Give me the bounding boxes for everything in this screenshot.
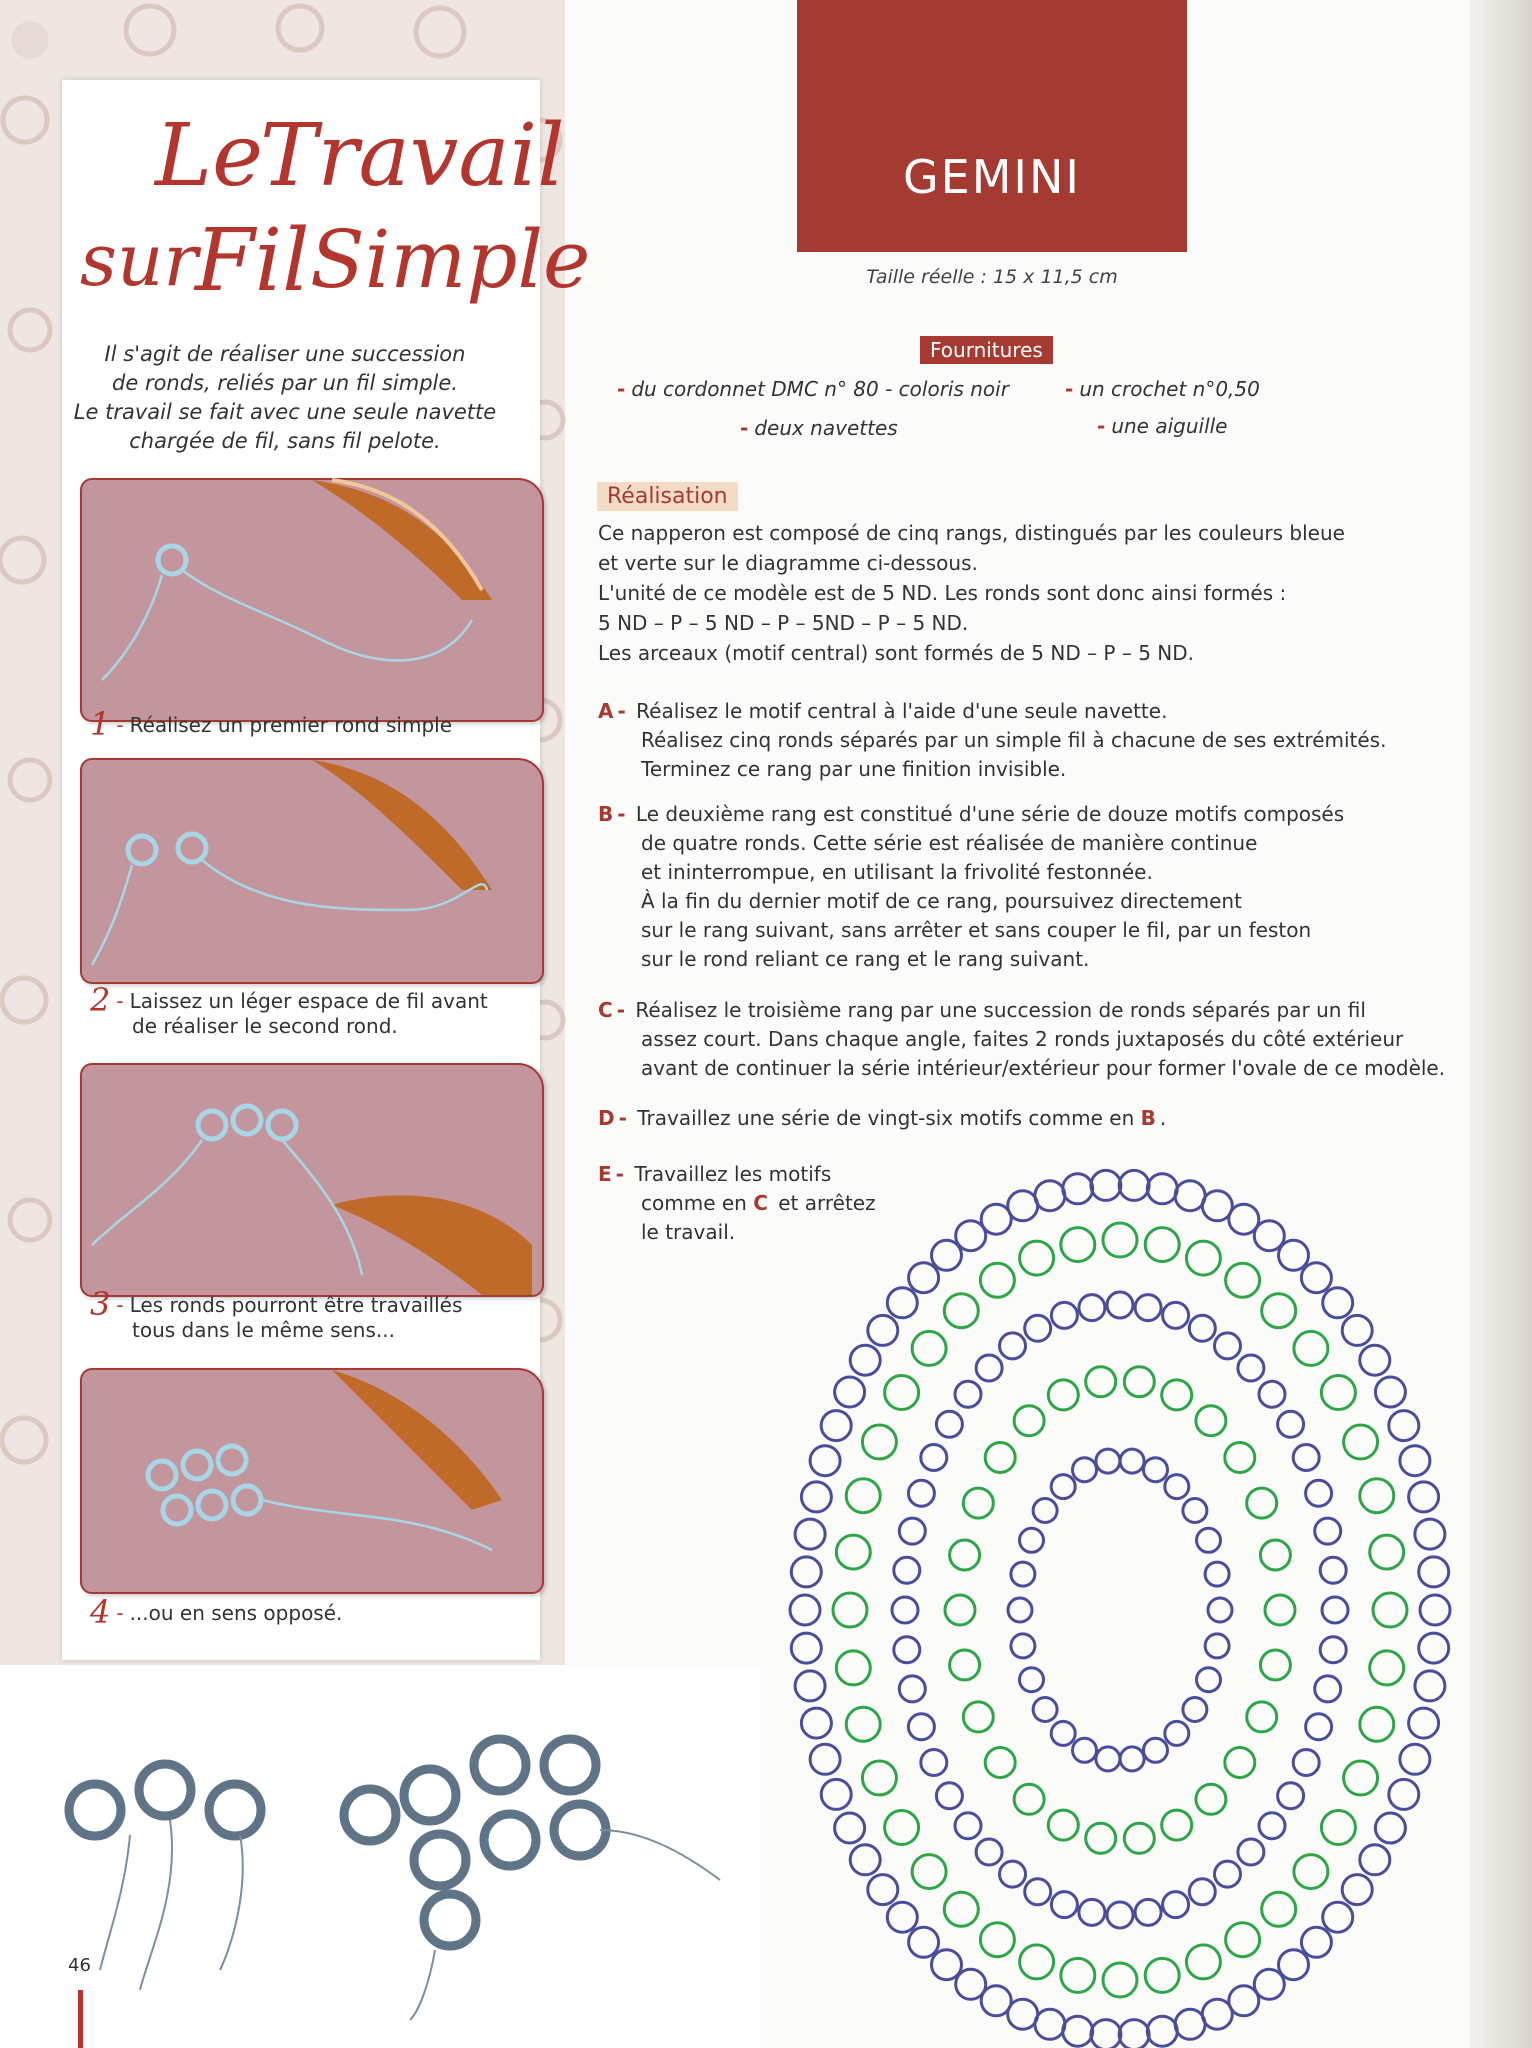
diagram-green-ring-loop <box>1145 1958 1179 1992</box>
diagram-center-ring-loop <box>1205 1562 1229 1586</box>
diagram-outer-ring-loop <box>909 1927 939 1957</box>
diagram-outer-ring-loop <box>1409 1708 1439 1738</box>
diagram-green-ring-loop <box>1226 1263 1260 1297</box>
instruction-b: B - Le deuxième rang est constitué d'une série de douze motifs composés de quatre ronds. Cette série est réalisée de manière continue et ininterrompue, en utilisant la frivolité festonnée. À la fin du dernier motif de ce rang, poursuivez directement sur le rang suivant, sans arrêter et sans couper le fil, par un feston sur le rond reliant ce rang et le rang suivant. <box>598 802 1345 971</box>
diagram-center-ring-loop <box>1051 1475 1075 1499</box>
diagram-center-ring-loop <box>1205 1634 1229 1658</box>
diagram-green-ring-loop <box>912 1331 946 1365</box>
diagram-outer-ring-loop <box>791 1633 821 1663</box>
step-2-photo <box>80 758 544 984</box>
diagram-middle-ring-loop <box>899 1676 925 1702</box>
diagram-green-ring-loop <box>1226 1923 1260 1957</box>
step-1: 1 - Réalisez un premier rond simple <box>90 705 453 743</box>
step-text: Les ronds pourront être travaillés <box>129 1293 463 1317</box>
step-3: 3 - Les ronds pourront être travaillés tous dans le même sens... <box>90 1285 463 1342</box>
diagram-middle-ring-loop <box>955 1813 981 1839</box>
diagram-green-ring-loop <box>1061 1228 1095 1262</box>
step-text: Réalisez un premier rond simple <box>129 713 453 737</box>
diagram-outer-ring-loop <box>1389 1779 1419 1809</box>
diagram-center-ring-loop <box>1011 1634 1035 1658</box>
diagram-green-ring-loop <box>944 1892 978 1926</box>
diagram-outer-ring-loop <box>1415 1671 1445 1701</box>
diagram-inner-green-loop <box>1048 1810 1078 1840</box>
diagram-middle-ring-loop <box>1215 1861 1241 1887</box>
diagram-outer-ring-loop <box>1147 2016 1177 2046</box>
diagram-center-ring-loop <box>1165 1475 1189 1499</box>
diagram-outer-ring-loop <box>1175 2009 1205 2039</box>
diagram-middle-ring-loop <box>908 1480 934 1506</box>
diagram-outer-ring-loop <box>835 1377 865 1407</box>
diagram-outer-ring-loop <box>810 1446 840 1476</box>
diagram-green-ring-loop <box>1020 1945 1054 1979</box>
diagram-green-ring-loop <box>1020 1241 1054 1275</box>
diagram-inner-green-loop <box>1225 1443 1255 1473</box>
step-number: 1 <box>90 705 111 743</box>
diagram-outer-ring-loop <box>1360 1845 1390 1875</box>
step-3-photo <box>80 1063 544 1297</box>
diagram-inner-green-loop <box>963 1702 993 1732</box>
diagram-green-ring-loop <box>1103 1963 1137 1997</box>
diagram-middle-ring-loop <box>1259 1381 1285 1407</box>
diagram-middle-ring-loop <box>1000 1333 1026 1359</box>
diagram-green-ring-loop <box>1186 1945 1220 1979</box>
diagram-green-ring-loop <box>862 1425 896 1459</box>
diagram-outer-ring-loop <box>1301 1927 1331 1957</box>
diagram-green-ring-loop <box>1103 1223 1137 1257</box>
diagram-center-ring-loop <box>1073 1738 1097 1762</box>
step-text: de réaliser le second rond. <box>132 1014 398 1038</box>
diagram-outer-ring-loop <box>850 1345 880 1375</box>
diagram-inner-green-loop <box>1048 1380 1078 1410</box>
title-word-simple: Simple <box>310 213 591 306</box>
title-word-sur: sur <box>80 218 198 302</box>
realisation-intro <box>598 518 1345 668</box>
diagram-outer-ring-loop <box>1419 1557 1449 1587</box>
diagram-outer-ring-loop <box>790 1595 820 1625</box>
diagram-center-ring-loop <box>1020 1528 1044 1552</box>
diagram-outer-ring-loop <box>791 1557 821 1587</box>
diagram-green-ring-loop <box>1145 1228 1179 1262</box>
diagram-outer-ring-loop <box>821 1779 851 1809</box>
diagram-green-ring-loop <box>1321 1376 1355 1410</box>
diagram-green-ring-loop <box>980 1923 1014 1957</box>
diagram-middle-ring-loop <box>1079 1295 1105 1321</box>
diagram-inner-green-loop <box>985 1748 1015 1778</box>
diagram-green-ring-loop <box>1370 1651 1404 1685</box>
title-word-fil: Fil <box>195 211 310 311</box>
diagram-middle-ring-loop <box>1189 1879 1215 1905</box>
diagram-outer-ring-loop <box>1063 2016 1093 2046</box>
diagram-middle-ring-loop <box>1189 1315 1215 1341</box>
diagram-outer-ring-loop <box>909 1263 939 1293</box>
diagram-center-ring-loop <box>1208 1598 1232 1622</box>
step-text: Laissez un léger espace de fil avant <box>129 989 488 1013</box>
diagram-middle-ring-loop <box>894 1637 920 1663</box>
diagram-center-ring-loop <box>1096 1449 1120 1473</box>
diagram-outer-ring-loop <box>810 1744 840 1774</box>
diagram-inner-green-loop <box>950 1650 980 1680</box>
diagram-middle-ring-loop <box>1107 1292 1133 1318</box>
step-2: 2 - Laissez un léger espace de fil avant de réaliser le second rond. <box>90 981 488 1038</box>
diagram-center-ring-loop <box>1073 1458 1097 1482</box>
diagram-center-ring-loop <box>1197 1668 1221 1692</box>
diagram-outer-ring-loop <box>1008 1191 1038 1221</box>
diagram-center-ring-loop <box>1183 1499 1207 1523</box>
diagram-green-ring-loop <box>885 1376 919 1410</box>
diagram-green-ring-loop <box>912 1855 946 1889</box>
diagram-inner-green-loop <box>1247 1702 1277 1732</box>
diagram-outer-ring-loop <box>1119 1170 1149 1200</box>
diagram-middle-ring-loop <box>1293 1445 1319 1471</box>
diagram-middle-ring-loop <box>1322 1597 1348 1623</box>
diagram-middle-ring-loop <box>921 1445 947 1471</box>
intro-text <box>70 340 500 456</box>
diagram-green-ring-loop <box>980 1263 1014 1297</box>
diagram-green-ring-loop <box>1262 1294 1296 1328</box>
diagram-outer-ring-loop <box>1091 1170 1121 1200</box>
intro-line: L'unité de ce modèle est de 5 ND. Les ronds sont donc ainsi formés : <box>598 581 1287 605</box>
page-marker <box>78 1990 83 2048</box>
diagram-middle-ring-loop <box>1107 1902 1133 1928</box>
diagram-outer-ring-loop <box>795 1671 825 1701</box>
diagram-middle-ring-loop <box>1025 1315 1051 1341</box>
diagram-green-ring-loop <box>833 1593 867 1627</box>
diagram-outer-ring-loop <box>887 1288 917 1318</box>
diagram-green-ring-loop <box>862 1761 896 1795</box>
diagram-inner-green-loop <box>1124 1823 1154 1853</box>
intro-line: Les arceaux (motif central) sont formés de 5 ND – P – 5 ND. <box>598 641 1195 665</box>
diagram-green-ring-loop <box>1344 1761 1378 1795</box>
diagram-inner-green-loop <box>1014 1784 1044 1814</box>
diagram-outer-ring-loop <box>1035 2009 1065 2039</box>
diagram-outer-ring-loop <box>801 1708 831 1738</box>
diagram-center-ring-loop <box>1144 1738 1168 1762</box>
diagram-outer-ring-loop <box>1147 1174 1177 1204</box>
supply-item: - une aiguille <box>1097 414 1228 438</box>
step-1-photo <box>80 478 544 722</box>
diagram-middle-ring-loop <box>1051 1302 1077 1328</box>
diagram-outer-ring-loop <box>1360 1345 1390 1375</box>
diagram-inner-green-loop <box>963 1488 993 1518</box>
diagram-green-ring-loop <box>1061 1958 1095 1992</box>
intro-line: 5 ND – P – 5 ND – P – 5ND – P – 5 ND. <box>598 611 969 635</box>
diagram-outer-ring-loop <box>1342 1875 1372 1905</box>
diagram-outer-ring-loop <box>1035 1181 1065 1211</box>
diagram-green-ring-loop <box>1321 1811 1355 1845</box>
diagram-middle-ring-loop <box>1135 1295 1161 1321</box>
size-label: Taille réelle : 15 x 11,5 cm <box>866 266 1118 288</box>
diagram-inner-green-loop <box>1260 1650 1290 1680</box>
diagram-center-ring-loop <box>1051 1721 1075 1745</box>
diagram-outer-ring-loop <box>801 1482 831 1512</box>
realisation-label: Réalisation <box>597 482 738 511</box>
diagram-middle-ring-loop <box>976 1355 1002 1381</box>
diagram-inner-green-loop <box>945 1595 975 1625</box>
supplies-label: Fournitures <box>920 336 1053 364</box>
diagram-middle-ring-loop <box>1306 1480 1332 1506</box>
page-number: 46 <box>68 1955 91 1976</box>
diagram-green-ring-loop <box>1186 1241 1220 1275</box>
diagram-middle-ring-loop <box>1163 1892 1189 1918</box>
diagram-outer-ring-loop <box>1400 1744 1430 1774</box>
diagram-inner-green-loop <box>1196 1406 1226 1436</box>
title-word-travail: Travail <box>260 106 565 206</box>
intro-line: Ce napperon est composé de cinq rangs, distingués par les couleurs bleue <box>598 521 1345 545</box>
diagram-inner-green-loop <box>1086 1367 1116 1397</box>
intro-line: et verte sur le diagramme ci-dessous. <box>598 551 978 575</box>
title-box <box>797 0 1187 252</box>
diagram-outer-ring-loop <box>1415 1519 1445 1549</box>
diagram-green-ring-loop <box>846 1707 880 1741</box>
diagram-outer-ring-loop <box>932 1950 962 1980</box>
diagram-center-ring-loop <box>1008 1598 1032 1622</box>
diagram-green-ring-loop <box>836 1651 870 1685</box>
diagram-inner-green-loop <box>1162 1810 1192 1840</box>
diagram-middle-ring-loop <box>908 1714 934 1740</box>
diagram-middle-ring-loop <box>976 1839 1002 1865</box>
diagram-outer-ring-loop <box>1375 1813 1405 1843</box>
diagram-green-ring-loop <box>1262 1892 1296 1926</box>
diagram-green-ring-loop <box>944 1294 978 1328</box>
diagram-middle-ring-loop <box>1051 1892 1077 1918</box>
diagram-center-ring-loop <box>1120 1449 1144 1473</box>
diagram-middle-ring-loop <box>1000 1861 1026 1887</box>
diagram-outer-ring-loop <box>887 1902 917 1932</box>
step-text: tous dans le même sens... <box>132 1318 395 1342</box>
diagram-inner-green-loop <box>1225 1748 1255 1778</box>
diagram-center-ring-loop <box>1197 1528 1221 1552</box>
diagram-outer-ring-loop <box>835 1813 865 1843</box>
diagram-outer-ring-loop <box>1202 1999 1232 2029</box>
diagram-middle-ring-loop <box>1278 1783 1304 1809</box>
diagram-middle-ring-loop <box>1315 1518 1341 1544</box>
diagram-outer-ring-loop <box>1301 1263 1331 1293</box>
diagram-green-ring-loop <box>846 1479 880 1513</box>
diagram-green-ring-loop <box>1373 1593 1407 1627</box>
diagram-inner-green-loop <box>1196 1784 1226 1814</box>
step-number: 2 <box>90 981 111 1019</box>
diagram-inner-green-loop <box>1265 1595 1295 1625</box>
diagram-green-ring-loop <box>1360 1479 1394 1513</box>
step-4-photo <box>80 1368 544 1594</box>
step-4: 4 - ...ou en sens opposé. <box>90 1593 343 1631</box>
diagram-middle-ring-loop <box>955 1381 981 1407</box>
diagram-inner-green-loop <box>950 1540 980 1570</box>
diagram-middle-ring-loop <box>921 1750 947 1776</box>
diagram-outer-ring-loop <box>1342 1315 1372 1345</box>
diagram-outer-ring-loop <box>1420 1595 1450 1625</box>
pattern-diagram <box>775 1160 1465 2045</box>
diagram-middle-ring-loop <box>892 1597 918 1623</box>
instruction-c: C - Réalisez le troisième rang par une succession de ronds séparés par un fil assez court. Dans chaque angle, faites 2 ronds juxtaposés du côté extérieur avant de continuer la série intérieur/extérieur pour former l'ovale de ce modèle. <box>598 998 1446 1080</box>
diagram-center-ring-loop <box>1144 1458 1168 1482</box>
diagram-middle-ring-loop <box>1278 1411 1304 1437</box>
diagram-middle-ring-loop <box>1238 1839 1264 1865</box>
diagram-outer-ring-loop <box>1323 1902 1353 1932</box>
section-title <box>60 95 591 315</box>
instruction-d: D - Travaillez une série de vingt-six motifs comme en B . <box>598 1106 1167 1130</box>
diagram-outer-ring-loop <box>1119 2020 1149 2048</box>
diagram-outer-ring-loop <box>1419 1633 1449 1663</box>
tatting-sample-photo <box>40 1720 760 2030</box>
diagram-middle-ring-loop <box>1163 1302 1189 1328</box>
diagram-middle-ring-loop <box>936 1411 962 1437</box>
diagram-outer-ring-loop <box>850 1845 880 1875</box>
diagram-center-ring-loop <box>1165 1721 1189 1745</box>
supply-item: - deux navettes <box>740 416 898 440</box>
diagram-middle-ring-loop <box>1315 1676 1341 1702</box>
diagram-outer-ring-loop <box>1063 1174 1093 1204</box>
diagram-outer-ring-loop <box>1400 1446 1430 1476</box>
instruction-a: A - Réalisez le motif central à l'aide d'une seule navette. Réalisez cinq ronds séparés par un simple fil à chacune de ses extrémités. Terminez ce rang par une finition invisible. <box>598 699 1387 781</box>
diagram-inner-green-loop <box>1086 1823 1116 1853</box>
diagram-center-ring-loop <box>1183 1698 1207 1722</box>
diagram-middle-ring-loop <box>1079 1899 1105 1925</box>
diagram-center-ring-loop <box>1033 1698 1057 1722</box>
diagram-middle-ring-loop <box>1135 1899 1161 1925</box>
diagram-green-ring-loop <box>836 1535 870 1569</box>
diagram-center-ring-loop <box>1011 1562 1035 1586</box>
diagram-center-ring-loop <box>1033 1499 1057 1523</box>
diagram-green-ring-loop <box>1360 1707 1394 1741</box>
supply-item: - du cordonnet DMC n° 80 - coloris noir <box>617 377 1009 401</box>
diagram-middle-ring-loop <box>1306 1714 1332 1740</box>
diagram-inner-green-loop <box>1124 1367 1154 1397</box>
diagram-middle-ring-loop <box>1025 1879 1051 1905</box>
instruction-e: E - Travaillez les motifs comme en C et arrêtez le travail. <box>598 1162 876 1244</box>
supply-item: - un crochet n°0,50 <box>1065 377 1260 401</box>
diagram-inner-green-loop <box>1162 1380 1192 1410</box>
diagram-center-ring-loop <box>1120 1747 1144 1771</box>
diagram-outer-ring-loop <box>1375 1377 1405 1407</box>
pattern-title: GEMINI <box>903 150 1081 204</box>
diagram-outer-ring-loop <box>795 1519 825 1549</box>
diagram-green-ring-loop <box>1370 1535 1404 1569</box>
diagram-green-ring-loop <box>885 1811 919 1845</box>
intro-line: de ronds, reliés par un fil simple. <box>112 371 458 395</box>
diagram-green-ring-loop <box>1344 1425 1378 1459</box>
intro-line: Le travail se fait avec une seule navette <box>73 400 497 424</box>
diagram-middle-ring-loop <box>1320 1637 1346 1663</box>
diagram-green-ring-loop <box>1294 1331 1328 1365</box>
diagram-middle-ring-loop <box>894 1557 920 1583</box>
diagram-outer-ring-loop <box>1409 1482 1439 1512</box>
diagram-inner-green-loop <box>985 1443 1015 1473</box>
title-word-le: Le <box>155 106 264 206</box>
diagram-green-ring-loop <box>1294 1855 1328 1889</box>
intro-line: Il s'agit de réaliser une succession <box>104 342 466 366</box>
diagram-middle-ring-loop <box>936 1783 962 1809</box>
diagram-center-ring-loop <box>1020 1668 1044 1692</box>
diagram-middle-ring-loop <box>1259 1813 1285 1839</box>
intro-line: chargée de fil, sans fil pelote. <box>129 429 441 453</box>
diagram-inner-green-loop <box>1247 1488 1277 1518</box>
diagram-middle-ring-loop <box>1293 1750 1319 1776</box>
diagram-outer-ring-loop <box>868 1315 898 1345</box>
diagram-middle-ring-loop <box>1320 1557 1346 1583</box>
diagram-middle-ring-loop <box>1238 1355 1264 1381</box>
diagram-outer-ring-loop <box>868 1875 898 1905</box>
diagram-outer-ring-loop <box>1389 1411 1419 1441</box>
diagram-middle-ring-loop <box>899 1518 925 1544</box>
diagram-middle-ring-loop <box>1215 1333 1241 1359</box>
diagram-outer-ring-loop <box>821 1411 851 1441</box>
diagram-outer-ring-loop <box>1279 1240 1309 1270</box>
step-number: 4 <box>90 1593 111 1631</box>
diagram-outer-ring-loop <box>1323 1288 1353 1318</box>
page-edge <box>1470 0 1532 2048</box>
diagram-center-ring-loop <box>1096 1747 1120 1771</box>
diagram-inner-green-loop <box>1260 1540 1290 1570</box>
step-text: ...ou en sens opposé. <box>129 1601 343 1625</box>
step-number: 3 <box>90 1285 111 1323</box>
diagram-outer-ring-loop <box>1175 1181 1205 1211</box>
diagram-inner-green-loop <box>1014 1406 1044 1436</box>
diagram-outer-ring-loop <box>1091 2020 1121 2048</box>
